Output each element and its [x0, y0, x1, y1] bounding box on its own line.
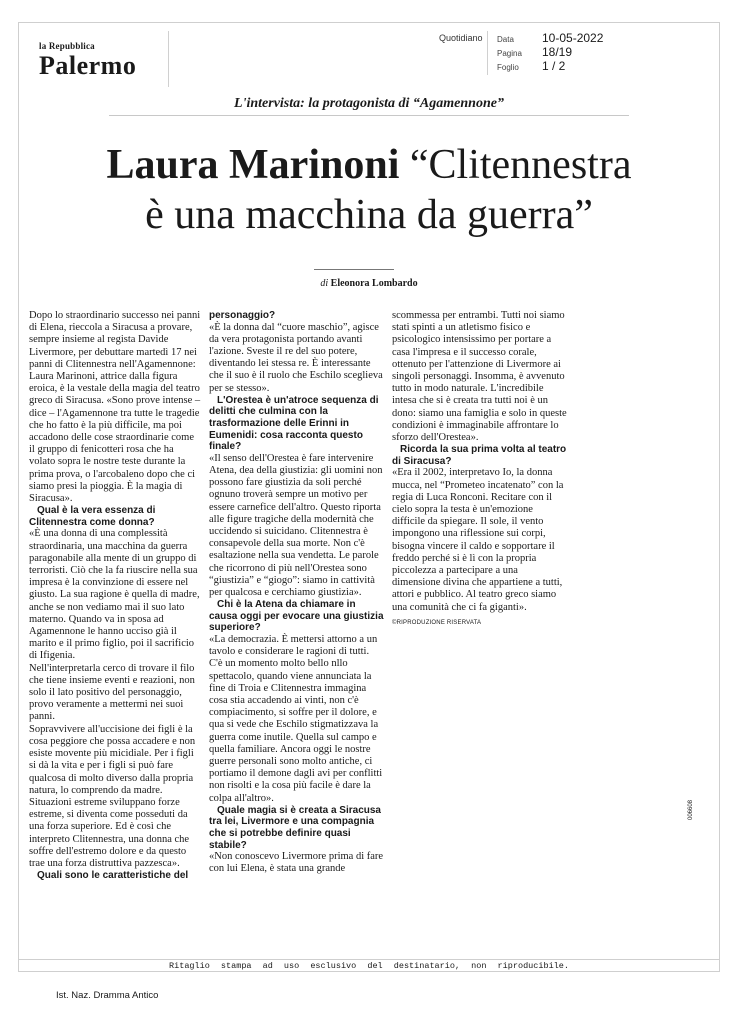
- article-kicker: L'intervista: la protagonista di “Agamennone”: [234, 96, 504, 111]
- article-title-line-2: è una macchina da guerra”: [145, 192, 593, 238]
- article-column-2: [209, 310, 384, 876]
- answer-paragraph: «Era il 2002, interpretavo Io, la donna mucca, nel “Prometeo incatenato” con la regia di Luca Ronconi. Recitare con il cielo sopra la testa è un'emozione difficile da spiegare. Il sole, il vento impongono una riflessione sui corpi, bisogna vincere il caldo e sopportare il freddo perché si è lì con la propria piccolezza a partecipare a una dimensione divina che appartiene a tutti, attori e pubblico. Al teatro greco siamo una comunità che ci fa giganti».: [392, 467, 564, 613]
- copyright-notice: ©RIPRODUZIONE RISERVATA: [392, 619, 482, 626]
- question: personaggio?: [209, 310, 276, 321]
- side-code: 006608: [688, 799, 694, 820]
- byline-author: Eleonora Lombardo: [330, 278, 418, 289]
- meta-divider: [487, 31, 488, 75]
- answer-paragraph: «Non conoscevo Livermore prima di fare con lui Elena, è stata una grande: [209, 851, 384, 875]
- answer-paragraph: Nell'interpretarla cerco di trovare il filo che tiene insieme eventi e reazioni, non solo il lato positivo del personaggio, provo veramente a mettermi nei suoi panni.: [29, 662, 195, 723]
- question: Quali sono le caratteristiche del: [37, 870, 189, 882]
- article-title: [19, 141, 719, 189]
- logo-city-text: Palermo: [39, 51, 137, 80]
- question: Quale magia si è creata a Siracusa tra lei, Livermore e una compagnia che si potrebbe definire quasi stabile?: [209, 804, 381, 851]
- logo-small-text: la Repubblica: [39, 41, 95, 51]
- meta-value: 10-05-2022: [542, 31, 604, 45]
- clipping-source: Ist. Naz. Dramma Antico: [56, 990, 159, 1001]
- meta-row-sheet: [497, 59, 717, 73]
- intro-paragraph: Dopo lo straordinario successo nei panni di Elena, rieccola a Siracusa a provare, sempre insieme al regista Davide Livermore, per debuttare martedì 17 nei panni di Clitennestra nell'Agamennone: Laura Marinoni, attrice dalla figura eroica, è la vestale della magia del teatro greco di Siracusa. «Sono prove intense – dice – l'Agamennone tra tutte le tragedie che ho fatto è la più difficile, ma poi accadono delle cose straordinarie come il gruppo di fenicotteri rosa che ha volato sopra le nostre teste durante la prima prova, o l'arcobaleno dopo che ci siamo presi la pioggia. È la magia di Siracusa».: [29, 310, 201, 505]
- publication-type: Quotidiano: [439, 33, 483, 43]
- question: L'Orestea è un'atroce sequenza di delitti che culmina con la trasformazione delle Erinni in Eumenidi: cosa racconta questo finale?: [209, 394, 379, 453]
- question: Qual è la vera essenza di Clitennestra come donna?: [29, 505, 156, 528]
- meta-row-page: [497, 45, 717, 59]
- meta-row-date: [497, 31, 717, 45]
- question: Chi è la Atena da chiamare in causa oggi per evocare una giustizia superiore?: [209, 599, 384, 634]
- clipping-meta: [497, 31, 717, 73]
- byline: [19, 278, 719, 289]
- meta-value: 1 / 2: [542, 59, 566, 73]
- meta-label: Pagina: [497, 49, 522, 58]
- meta-label: Foglio: [497, 63, 519, 72]
- answer-paragraph: «La democrazia. È mettersi attorno a un tavolo e considerare le ragioni di tutti. C'è un momento molto bello nllo spettacolo, quando viene annunciata la fine di Troia e Clitennestra immagina cosa stia accadendo ai vinti, non c'è compiacimento, si soffre per il dolore, e qua si vede che Eschilo stigmatizzava la guerra come inutile. Quella sul campo e quella familiare. Ancora oggi le nostre guerre personali sono molto antiche, ci portiamo il demone dagli avi per conflitti non risolti e la cosa più facile è dare la colpa all'altro».: [209, 634, 383, 804]
- answer-paragraph: Sopravvivere all'uccisione dei figli è la cosa peggiore che possa accadere e non esiste movente più micidiale. Per i figli si dà la vita e per i figli si può fare qualcosa di molto diverso dalla propria natura, lo comprendo da madre. Situazioni estreme sviluppano forze estreme, si diventa come posseduti da una forza superiore. Ed è così che interpreto Clitennestra, una donna che soffre dell'estremo dolore e da questo trae una forza distruttiva pazzesca».: [29, 723, 196, 869]
- kicker-divider: [109, 115, 629, 116]
- newspaper-logo: [29, 31, 169, 87]
- answer-paragraph: scommessa per entrambi. Tutti noi siamo stati spinti a un atletismo fisico e psicologico intensissimo per portare a casa l'impresa e il successo corale, ottenuto per l'attenzione di Livermore ai singoli personaggi. Insomma, è avvenuto tutto in modo naturale. L'incredibile intesa che si è creata tra tutti noi è un dono: siamo una famiglia e solo in queste condizioni è immaginabile affrontare lo sforzo dell'Orestea».: [392, 310, 567, 444]
- meta-value: 18/19: [542, 45, 573, 59]
- title-quote: “Clitennestra: [409, 142, 632, 188]
- title-name: Laura Marinoni: [106, 142, 400, 188]
- article-column-1: [29, 310, 201, 882]
- clipping-sheet: [18, 22, 720, 972]
- byline-rule: [314, 269, 394, 270]
- article-column-3: [392, 310, 567, 629]
- clipping-header: [19, 23, 719, 87]
- byline-prefix: di: [320, 278, 329, 289]
- answer-paragraph: «Il senso dell'Orestea è fare intervenire Atena, dea della giustizia: gli uomini non possono fare giustizia da soli perché ognuno troverà sempre un motivo per essere carnefice dell'altro. Questo riporta alle figure tragiche della modernità che uccidendo si suicidano. Clitennestra è consapevole della sua morte. Non c'è esaltazione nella sua vendetta. Le parole che ricorrono di più nell'Orestea sono “giustizia” e “giogo”: siamo in cattività per qualcosa e cerchiamo giustizia».: [209, 452, 383, 599]
- answer-paragraph: «È la donna dal “cuore maschio”, agisce da vera protagonista portando avanti l'azione. Sveste il re del suo potere, diventando lei stessa re. È interessante che il suo è il ruolo che Eschilo sceglieva per se stesso».: [209, 321, 383, 394]
- meta-label: Data: [497, 35, 514, 44]
- question: Ricorda la sua prima volta al teatro di Siracusa?: [392, 444, 567, 467]
- answer-paragraph: «È una donna di una complessità straordinaria, una macchina da guerra paragonabile alla mente di un gruppo di terroristi. Ciò che la fa riuscire nella sua impresa è la convinzione di essere nel giusto. La sua ragione è quella di madre, anche se non vediamo mai il suo lato materno. Quando va in sposa ad Agamennone le hanno ucciso già il marito e il primo figlio, poi il sacrificio di Ifigenia.: [29, 528, 200, 662]
- reproduction-notice: Ritaglio stampa ad uso esclusivo del destinatario, non riproducibile.: [18, 959, 720, 972]
